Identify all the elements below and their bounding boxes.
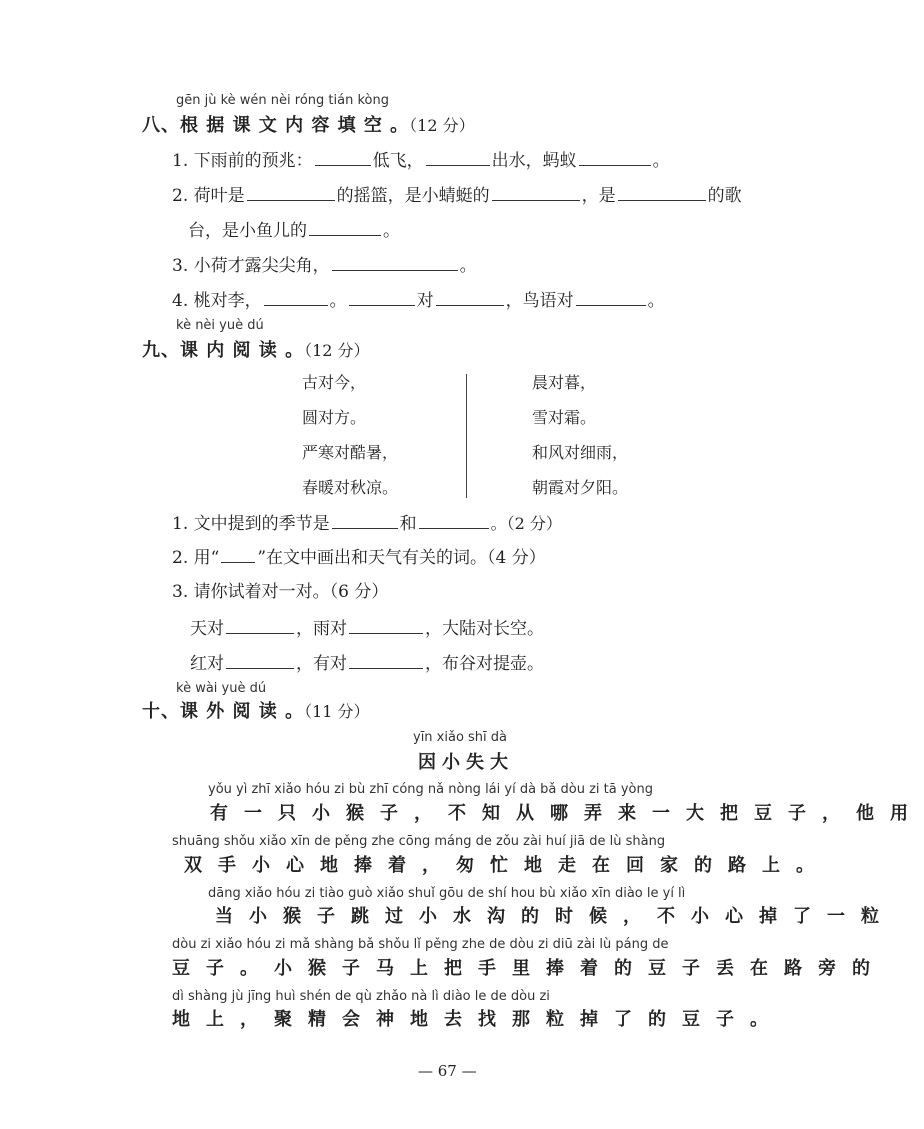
s8-question-3 [172,251,477,276]
s8-question-2-cont [188,216,400,241]
section10-title: 十、课 外 阅 读 。 [142,701,305,722]
s9-question-1 [172,509,562,534]
answer-blank[interactable] [309,234,381,236]
answer-blank[interactable] [349,304,415,306]
s8-q2-text-b: 的摇篮，是小蜻蜓的 [336,186,490,206]
answer-blank[interactable] [226,632,294,634]
s8-q1-text-c: 出水，蚂蚁 [491,151,577,171]
s9-pair2-text-b: ，有对 [296,654,347,674]
s8-q3-text-a: 3. 小荷才露尖尖角， [172,256,330,276]
s8-q4-text-b: 。 [329,291,347,311]
section9-pinyin: kè nèi yuè dú [176,318,264,333]
answer-blank[interactable] [576,304,646,306]
s8-q1-text-a: 1. 下雨前的预兆： [172,151,313,171]
story-text-line: 地上，聚精会神地去找那粒掉了的豆子。 [172,1009,784,1030]
s9-pair2-text-c: ，布谷对提壶。 [425,654,544,674]
story-pinyin-line: dòu zi xiǎo hóu zi mǎ shàng bǎ shǒu lǐ pěng zhe de dòu zi diū zài lù páng de [172,937,669,952]
answer-blank[interactable] [419,527,489,529]
poem-line: 雪对霜。 [532,408,597,427]
story-text-line: 有一只小猴子，不知从哪弄来一大把豆子，他用 [210,803,924,824]
s9-pair-2 [190,649,544,674]
answer-blank[interactable] [349,667,423,669]
section10-pinyin: kè wài yuè dú [176,681,267,696]
story-title-pinyin: yīn xiǎo shī dà [413,730,508,745]
answer-blank[interactable] [332,527,398,529]
s9-question-3: 3. 请你试着对一对。（6 分） [172,582,389,602]
s9-pair-1 [190,614,544,639]
s8-q2-text-e: 台，是小鱼儿的 [188,221,307,241]
section8-heading [142,111,475,137]
s8-q4-text-e: 。 [647,291,665,311]
s9-pair2-text-a: 红对 [190,654,224,674]
s8-question-2 [172,181,742,206]
answer-blank[interactable] [579,164,651,166]
story-pinyin-line: dāng xiǎo hóu zi tiào guò xiǎo shuǐ gōu de shí hou bù xiǎo xīn diào le yí lì [208,886,686,901]
story-text-line: 双手小心地捧着，匆忙地走在回家的路上。 [184,855,830,876]
answer-blank[interactable] [332,269,458,271]
poem-line: 严寒对酷暑， [302,443,399,462]
section8-title: 八、根 据 课 文 内 容 填 空 。 [142,115,410,136]
section10-heading [142,697,370,723]
section8-pinyin: gēn jù kè wén nèi róng tián kòng [176,93,389,108]
section8-score: （12 分） [409,116,475,135]
s9-pair1-text-b: ，雨对 [296,619,347,639]
story-title: 因小失大 [418,752,514,773]
answer-blank[interactable] [226,667,294,669]
s8-q2-text-f: 。 [383,221,400,241]
s8-q4-text-a: 4. 桃对李， [172,291,262,311]
poem-line: 晨对暮， [532,373,597,392]
story-text-line: 当小猴子跳过小水沟的时候，不小心掉了一粒 [215,906,895,927]
s8-question-4 [172,286,665,311]
s9-q1-text-b: 和 [399,514,417,534]
answer-blank[interactable] [315,164,371,166]
s8-question-1 [172,146,670,171]
s8-q4-text-c: 对 [416,291,434,311]
poem-line: 朝霞对夕阳。 [532,478,629,497]
poem-line: 春暖对秋凉。 [302,478,399,497]
s8-q1-text-b: 低飞， [372,151,424,171]
answer-blank[interactable] [618,199,706,201]
story-pinyin-line: shuāng shǒu xiǎo xīn de pěng zhe cōng máng de zǒu zài huí jiā de lù shàng [172,834,666,849]
s9-q1-text-a: 1. 文中提到的季节是 [172,514,330,534]
page-number: — 67 — [418,1062,477,1080]
poem-line: 古对今， [302,373,367,392]
section9-heading [142,336,370,362]
section9-title: 九、课 内 阅 读 。 [142,340,305,361]
s8-q3-text-b: 。 [459,256,477,276]
s8-q2-text-d: 的歌 [707,186,742,206]
poem-line: 圆对方。 [302,408,367,427]
s9-pair1-text-a: 天对 [190,619,224,639]
s9-pair1-text-c: ，大陆对长空。 [425,619,544,639]
story-pinyin-line: dì shàng jù jīng huì shén de qù zhǎo nà lì diào le de dòu zi [172,989,550,1004]
s9-q1-text-c: 。（2 分） [490,514,562,533]
s8-q2-text-a: 2. 荷叶是 [172,186,245,206]
answer-blank[interactable] [349,632,423,634]
s8-q2-text-c: ，是 [581,186,616,206]
s8-q1-text-d: 。 [652,151,670,171]
poem-divider [466,374,467,498]
section9-score: （12 分） [304,341,370,360]
s8-q4-text-d: ，鸟语对 [505,291,574,311]
s9-q2-text-b: ”在文中画出和天气有关的词。（4 分） [257,548,546,568]
answer-blank[interactable] [436,304,504,306]
section10-score: （11 分） [304,702,370,721]
answer-blank[interactable] [247,199,335,201]
answer-blank[interactable] [264,304,328,306]
answer-blank[interactable] [492,199,580,201]
story-text-line: 豆子。小猴子马上把手里捧着的豆子丢在路旁的 [172,958,886,979]
underline-sample [221,561,255,563]
answer-blank[interactable] [426,164,490,166]
s9-q2-text-a: 2. 用“ [172,548,220,568]
s9-question-2 [172,543,546,568]
poem-line: 和风对细雨， [532,443,629,462]
story-pinyin-line: yǒu yì zhī xiǎo hóu zi bù zhī cóng nǎ nòng lái yí dà bǎ dòu zi tā yòng [208,782,654,797]
